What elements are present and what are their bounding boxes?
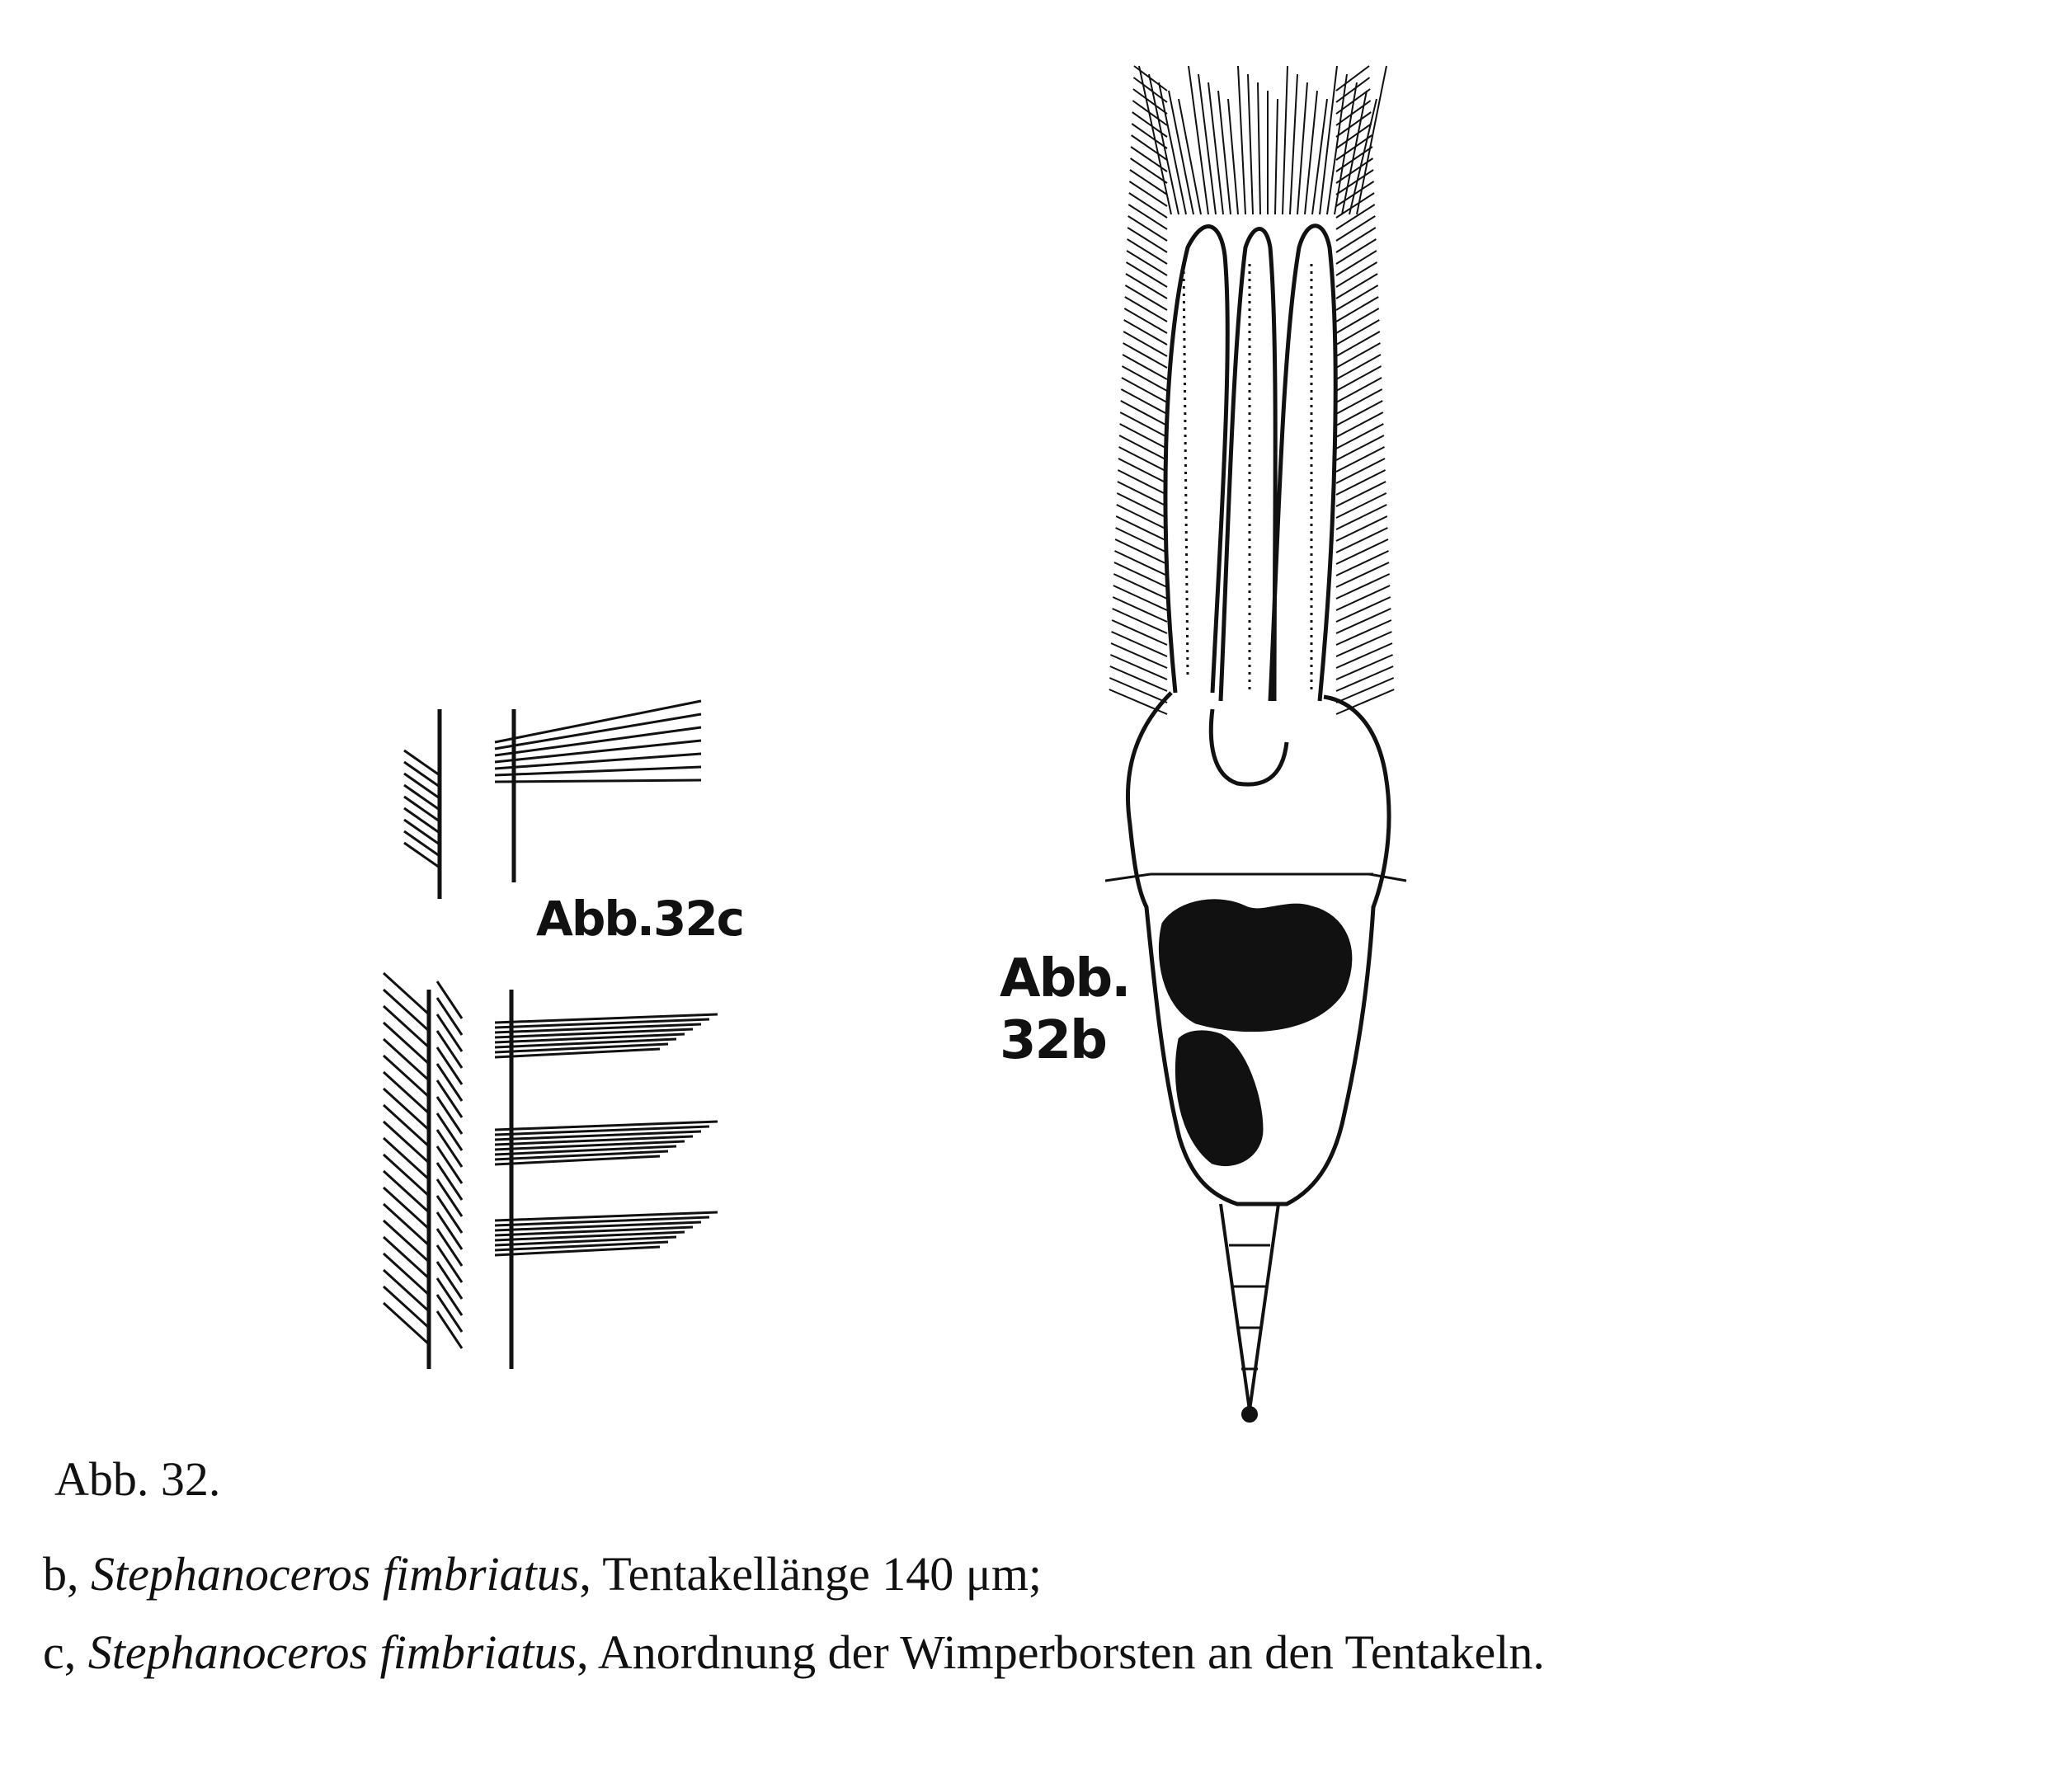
label-abb-32b-line2: 32b — [1000, 1010, 1106, 1071]
caption-c-prefix: c, — [43, 1625, 88, 1679]
caption-line-c — [43, 1625, 1545, 1680]
wimperborsten — [384, 701, 718, 1348]
label-abb-32b-line1: Abb. — [1000, 948, 1130, 1009]
caption-b-prefix: b, — [43, 1547, 91, 1601]
caption-b-species: Stephanoceros fimbriatus — [91, 1547, 580, 1601]
caption-title: Abb. 32. — [54, 1452, 221, 1506]
caption-c-rest: , Anordnung der Wimperborsten an den Tentakeln. — [577, 1625, 1545, 1679]
label-abb-32c: Abb.32c — [536, 891, 744, 947]
caption-line-b — [43, 1546, 1042, 1602]
caption-c-species: Stephanoceros fimbriatus — [87, 1625, 577, 1679]
caption-b-rest: , Tentakellänge 140 μm; — [579, 1547, 1043, 1601]
